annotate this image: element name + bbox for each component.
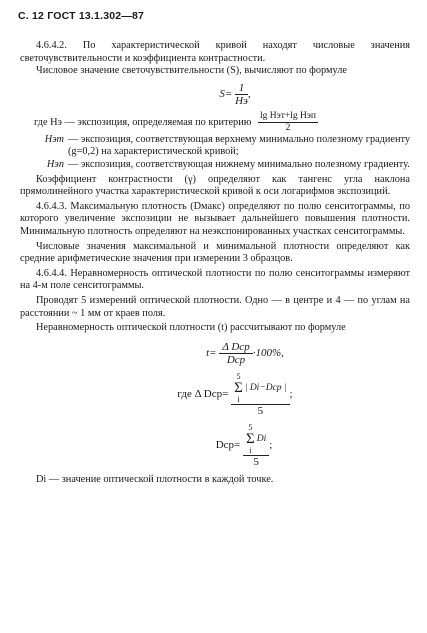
definition-upper: Hэт — экспозиция, соответствующая верхнему минимально полезному градиенту (g=0,2) на характеристической кривой;: [44, 133, 410, 158]
document-body: [20, 40, 410, 486]
para-4-6-4-3: 4.6.4.3. Максимальную плотность (Dмакс) определяют по полю сенситограммы, по которого увеличение экспозиции не вызывает дальнейшего повышения плотности. Минимальную плотность определяют на неэкспонированных участках сенситограммы.: [20, 200, 410, 237]
page-header: С. 12 ГОСТ 13.1.302—87: [18, 10, 145, 22]
sum-symbol: 5 Σ i: [245, 422, 255, 455]
formula-delta-d: где Δ Dср= 5 Σ i| Di−Dср | 5 ;: [177, 371, 293, 417]
para-4-6-4-4: 4.6.4.4. Неравномерность оптической плотности по полю сенситограммы измеряют на 4-м поле сенситограммы.: [20, 267, 410, 292]
para-max-min: Числовые значения максимальной и минимальной плотности определяют как средние арифметические значения при измерении 3 образцов.: [20, 240, 410, 265]
para-di-definition: Di — значение оптической плотности в каждой точке.: [36, 473, 274, 485]
where-exposure: где Hэ — экспозиция, определяемая по критерию $\frac{\text{lg Hэт+lg Hэп}}{2}$: [34, 110, 316, 133]
sum-symbol: 5 Σ i: [234, 371, 243, 404]
formula-sensitivity: S= $\frac{1}{Hэ}$ ,: [219, 81, 251, 107]
formula-numerator: 1: [235, 82, 248, 95]
formula-nonuniformity: t= $\frac{\text{Δ Dср}}{\text{Dср}}$ ·100%,: [206, 340, 284, 366]
para-4-6-4-2: 4.6.4.2. По характеристической кривой находят числовые значения светочувствительности и коэффициента контрастности.: [20, 40, 410, 64]
definition-lower: Hэп — экспозиция, соответствующая нижнему минимально полезному градиенту.: [46, 158, 410, 170]
para-sensitivity: Числовое значение светочувствительности (S), вычисляют по формуле: [36, 65, 347, 77]
formula-denominator: Hэ: [235, 94, 248, 107]
formula-d-mean: Dср= 5 Σ iDi 5 ;: [215, 422, 273, 468]
para-nonuniformity: Неравномерность оптической плотности (t) рассчитывают по формуле: [36, 322, 346, 334]
criterion-fraction: $\frac{\text{lg Hэт+lg Hэп}}{2}$: [260, 110, 316, 133]
para-measurements: Проводят 5 измерений оптической плотности. Одно — в центре и 4 — по углам на расстоянии ~ 1 мм от краев поля.: [20, 294, 410, 319]
para-contrast: Коэффициент контрастности (γ) определяют как тангенс угла наклона прямолинейного участка характеристической кривой к оси логарифмов экспозиций.: [20, 173, 410, 198]
